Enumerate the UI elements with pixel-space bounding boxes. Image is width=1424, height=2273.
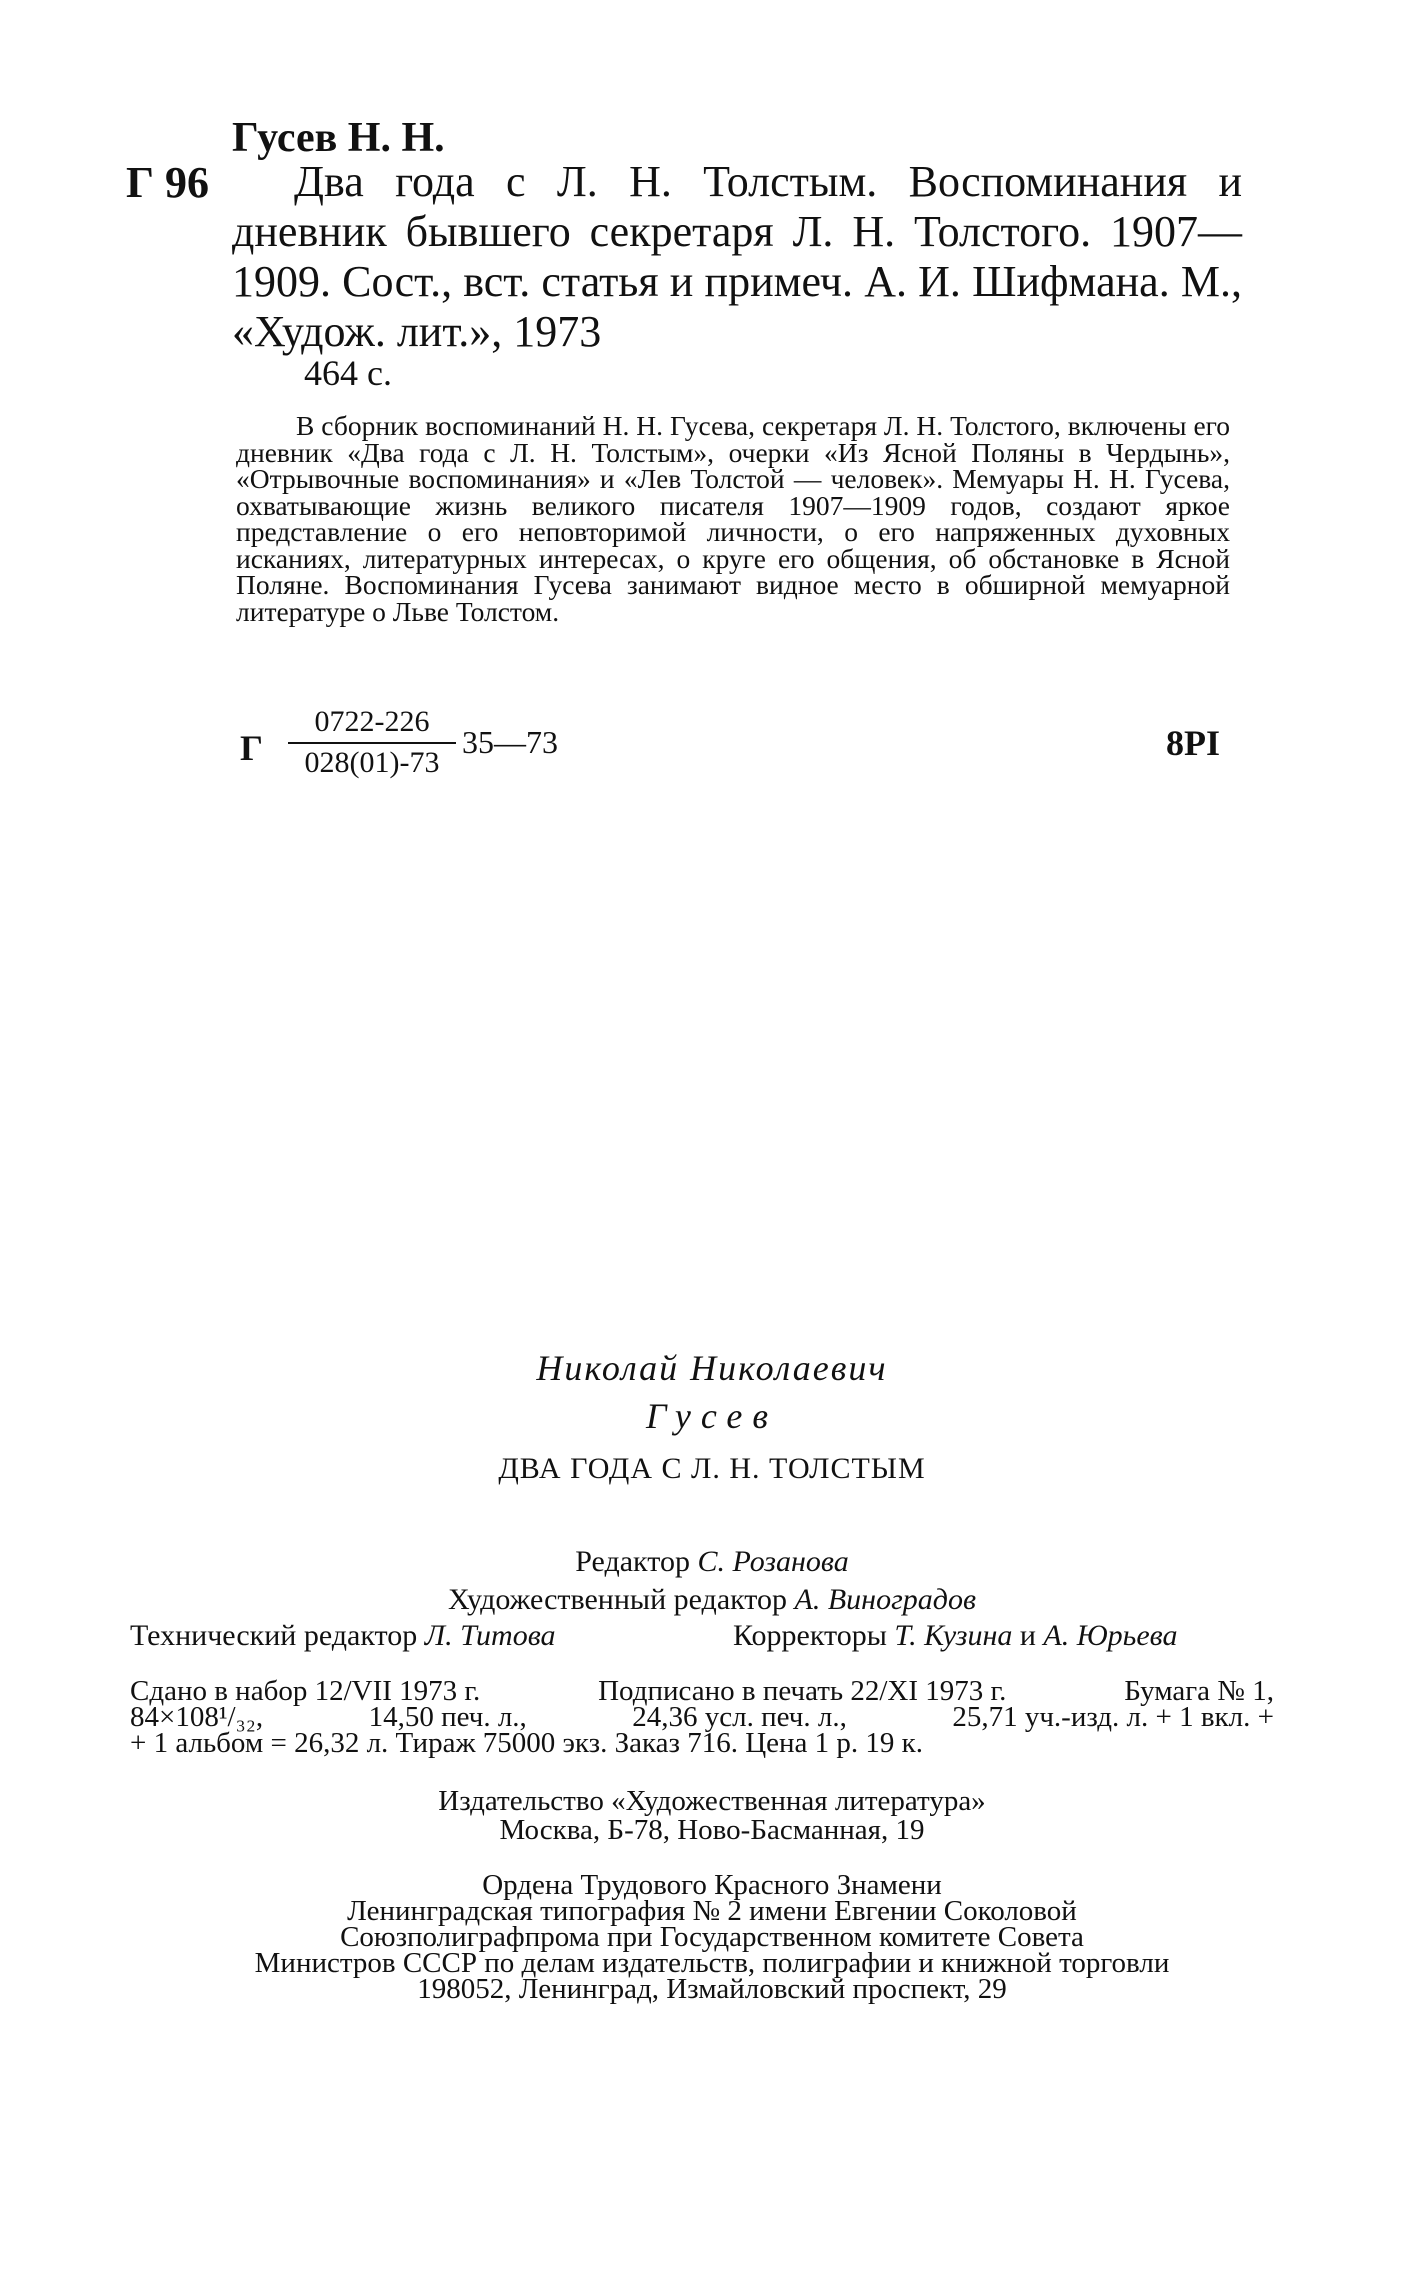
fraction-bar xyxy=(288,742,456,744)
tech-editor-label: Технический редактор xyxy=(130,1619,418,1652)
colophon-author-name: Николай Николаевич xyxy=(536,1348,888,1388)
corrector-name-1: Т. Кузина xyxy=(894,1619,1013,1652)
correctors-and: и xyxy=(1019,1619,1036,1652)
publisher-address: Москва, Б-78, Ново-Басманная, 19 xyxy=(499,1814,925,1846)
print-info xyxy=(130,1675,1274,1759)
classification-code: 8PI xyxy=(1166,723,1220,763)
bibliographic-description xyxy=(232,157,1242,357)
library-code: Г 96 xyxy=(126,158,209,207)
tech-editor-name: Л. Титова xyxy=(424,1619,556,1652)
corrector-name-2: А. Юрьева xyxy=(1043,1619,1178,1652)
print-format: 84×108¹/₃₂, xyxy=(130,1701,264,1733)
publisher-name: Издательство «Художественная литература» xyxy=(438,1785,986,1817)
print-pub-sheets: 25,71 уч.-изд. л. + 1 вкл. + xyxy=(952,1701,1274,1733)
tech-editor-line xyxy=(130,1619,556,1653)
index-fraction xyxy=(288,704,456,780)
print-conv-sheets: 24,36 усл. печ. л., xyxy=(632,1701,847,1733)
editor-label: Редактор xyxy=(575,1545,690,1578)
index-letter: Г xyxy=(240,728,263,768)
printer-line-3: Союзполиграфпрома при Государственном комитете Совета xyxy=(340,1921,1084,1953)
art-editor-label: Художественный редактор xyxy=(448,1583,788,1616)
colophon-book-title: ДВА ГОДА С Л. Н. ТОЛСТЫМ xyxy=(498,1452,926,1485)
index-numerator: 0722-226 xyxy=(314,705,430,738)
print-typeset-date: Сдано в набор 12/VII 1973 г. xyxy=(130,1675,481,1707)
editor-name: С. Розанова xyxy=(697,1545,849,1578)
index-suffix: 35—73 xyxy=(462,724,558,760)
index-denominator: 028(01)-73 xyxy=(304,746,440,779)
print-info-row-3: + 1 альбом = 26,32 л. Тираж 75000 экз. Заказ 716. Цена 1 р. 19 к. xyxy=(130,1727,924,1759)
colophon-author-surname: Гусев xyxy=(645,1396,779,1436)
correctors-label: Корректоры xyxy=(733,1619,887,1652)
editor-line xyxy=(0,1545,1424,1579)
author-heading: Гусев Н. Н. xyxy=(232,115,445,161)
print-sheets: 14,50 печ. л., xyxy=(368,1701,527,1733)
print-paper: Бумага № 1, xyxy=(1124,1675,1274,1707)
correctors-line xyxy=(733,1619,1177,1653)
page-count: 464 с. xyxy=(304,353,392,393)
art-editor-line xyxy=(0,1583,1424,1617)
annotation xyxy=(236,410,1230,627)
bibliographic-description-text: Два года с Л. Н. Толстым. Воспоминания и дневник бывшего секретаря Л. Н. Толстого. 1907—1909. Сост., вст. статья и примеч. А. И. Шифмана. М., «Худож. лит.», 1973 xyxy=(232,157,1242,356)
annotation-text: В сборник воспоминаний Н. Н. Гусева, секретаря Л. Н. Толстого, включены его дневник «Два года с Л. Н. Толстым», очерки «Из Ясной Поляны в Чердынь», «Отрывочные воспоминания» и «Лев Толстой — человек». Мемуары Н. Н. Гусева, охватывающие жизнь великого писателя 1907—1909 годов, создают яркое представление о его неповторимой личности, о его напряженных духовных исканиях, литературных интересах, о круге его общения, об обстановке в Ясной Поляне. Воспоминания Гусева занимают видное место в обширной мемуарной литературе о Льве Толстом. xyxy=(236,410,1230,627)
printer-line-2: Ленинградская типография № 2 имени Евгении Соколовой xyxy=(347,1895,1077,1927)
printer-line-4: Министров СССР по делам издательств, полиграфии и книжной торговли xyxy=(254,1947,1170,1979)
printer-line-1: Ордена Трудового Красного Знамени xyxy=(482,1869,942,1901)
art-editor-name: А. Виноградов xyxy=(794,1583,976,1616)
print-signed-date: Подписано в печать 22/XI 1973 г. xyxy=(598,1675,1007,1707)
printer-line-5: 198052, Ленинград, Измайловский проспект, 29 xyxy=(417,1973,1007,2005)
